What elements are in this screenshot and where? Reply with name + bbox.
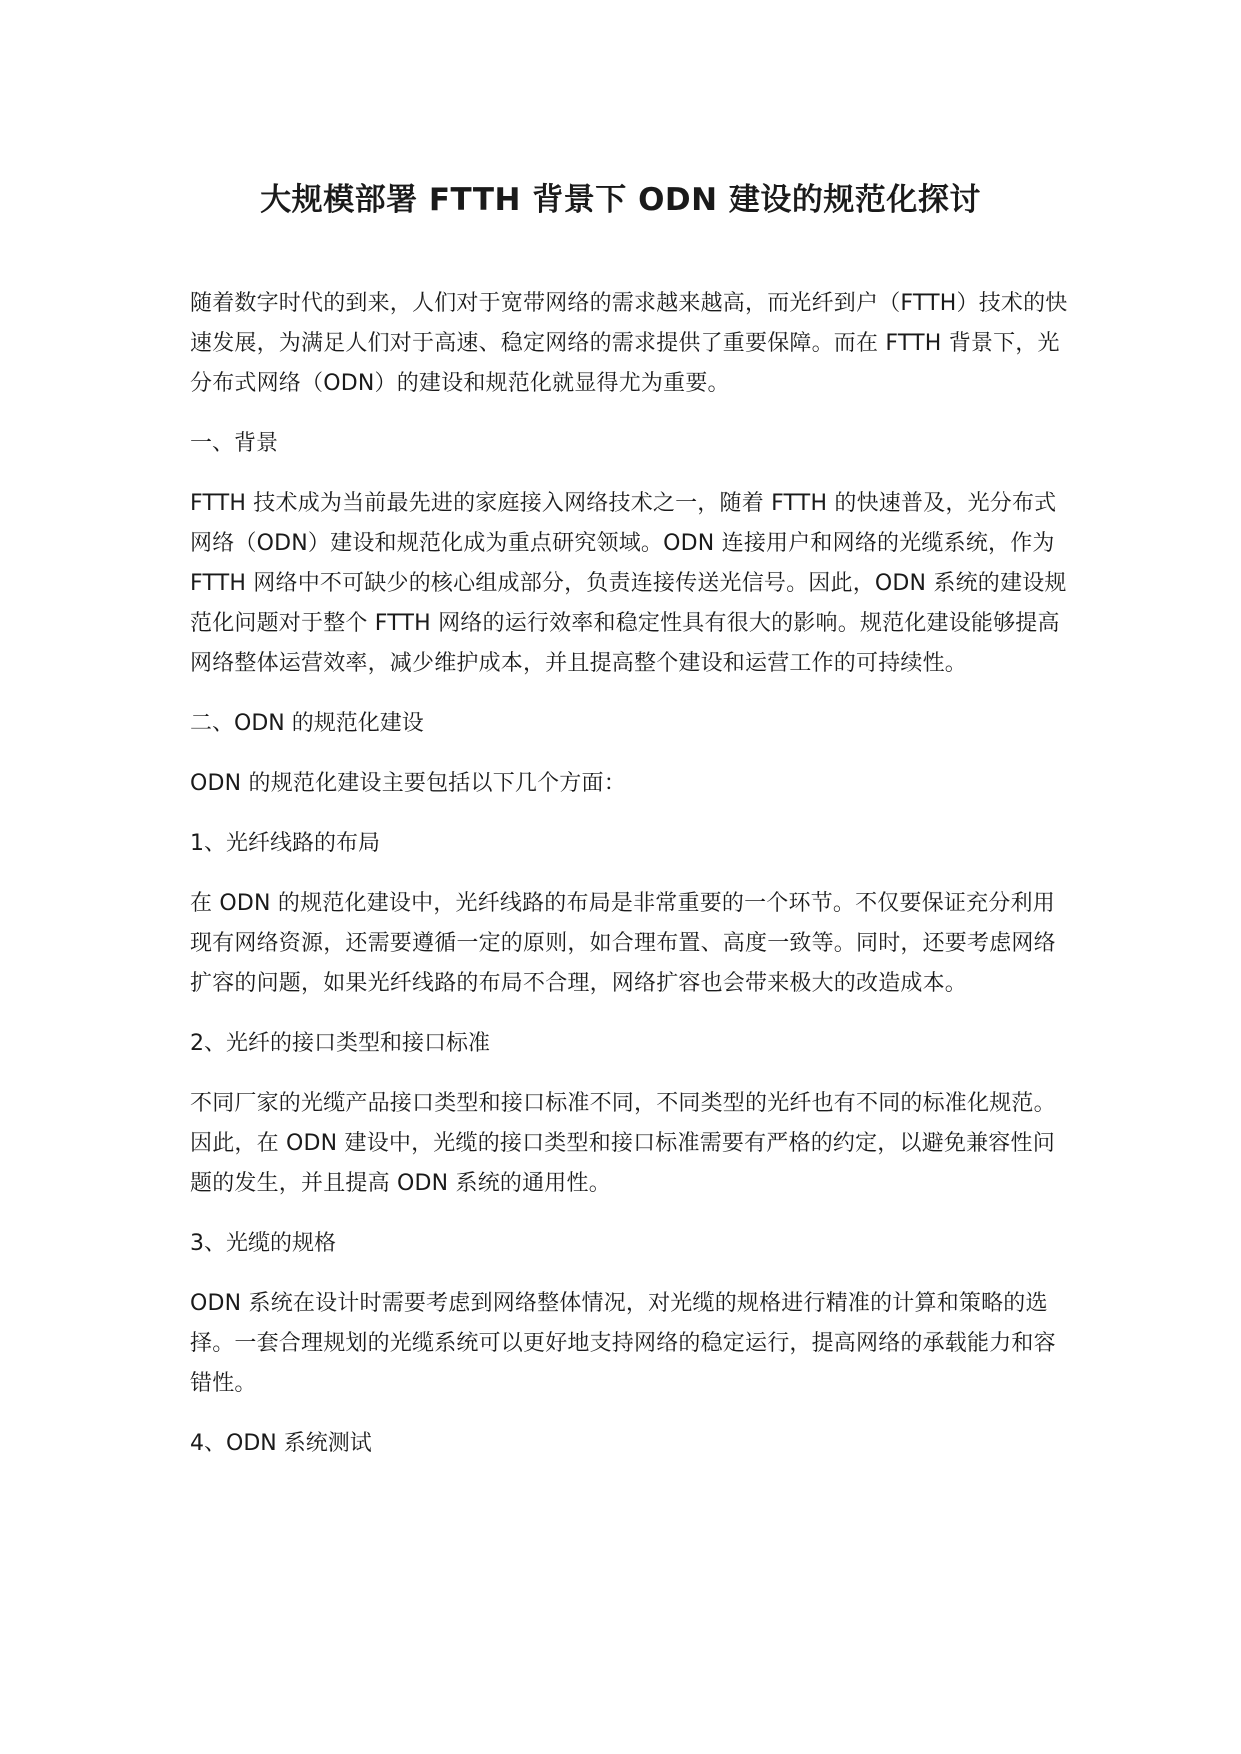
cable-specs-paragraph: ODN 系统在设计时需要考虑到网络整体情况，对光缆的规格进行精准的计算和策略的选择。一套合理规划的光缆系统可以更好地支持网络的稳定运行，提高网络的承载能力和容错性。	[190, 1291, 1056, 1396]
document-body	[190, 284, 1070, 1484]
intro-paragraph: 随着数字时代的到来，人们对于宽带网络的需求越来越高，而光纤到户（FTTH）技术的快速发展，为满足人们对于高速、稳定网络的需求提供了重要保障。而在 FTTH 背景下，光分布式网络（ODN）的建设和规范化就显得尤为重要。	[190, 291, 1068, 396]
fiber-layout-paragraph: 在 ODN 的规范化建设中，光纤线路的布局是非常重要的一个环节。不仅要保证充分利用现有网络资源，还需要遵循一定的原则，如合理布置、高度一致等。同时，还要考虑网络扩容的问题，如果光纤线路的布局不合理，网络扩容也会带来极大的改造成本。	[190, 891, 1056, 996]
section-heading-odn-standardization: 二、ODN 的规范化建设	[190, 711, 424, 736]
subsection-heading-interface-standards: 2、光纤的接口类型和接口标准	[190, 1031, 490, 1056]
subsection-heading-odn-testing: 4、ODN 系统测试	[190, 1431, 372, 1456]
odn-intro-paragraph: ODN 的规范化建设主要包括以下几个方面：	[190, 771, 626, 796]
interface-standards-paragraph: 不同厂家的光缆产品接口类型和接口标准不同，不同类型的光纤也有不同的标准化规范。因此，在 ODN 建设中，光缆的接口类型和接口标准需要有严格的约定，以避免兼容性问题的发生，并且提高 ODN 系统的通用性。	[190, 1091, 1056, 1196]
document-title: 大规模部署 FTTH 背景下 ODN 建设的规范化探讨	[260, 182, 981, 218]
background-paragraph: FTTH 技术成为当前最先进的家庭接入网络技术之一，随着 FTTH 的快速普及，光分布式网络（ODN）建设和规范化成为重点研究领域。ODN 连接用户和网络的光缆系统，作为 FTTH 网络中不可缺少的核心组成部分，负责连接传送光信号。因此，ODN 系统的建设规范化问题对于整个 FTTH 网络的运行效率和稳定性具有很大的影响。规范化建设能够提高网络整体运营效率，减少维护成本，并且提高整个建设和运营工作的可持续性。	[190, 491, 1067, 676]
section-heading-background: 一、背景	[190, 431, 279, 456]
subsection-heading-cable-specs: 3、光缆的规格	[190, 1231, 336, 1256]
subsection-heading-fiber-layout: 1、光纤线路的布局	[190, 831, 380, 856]
